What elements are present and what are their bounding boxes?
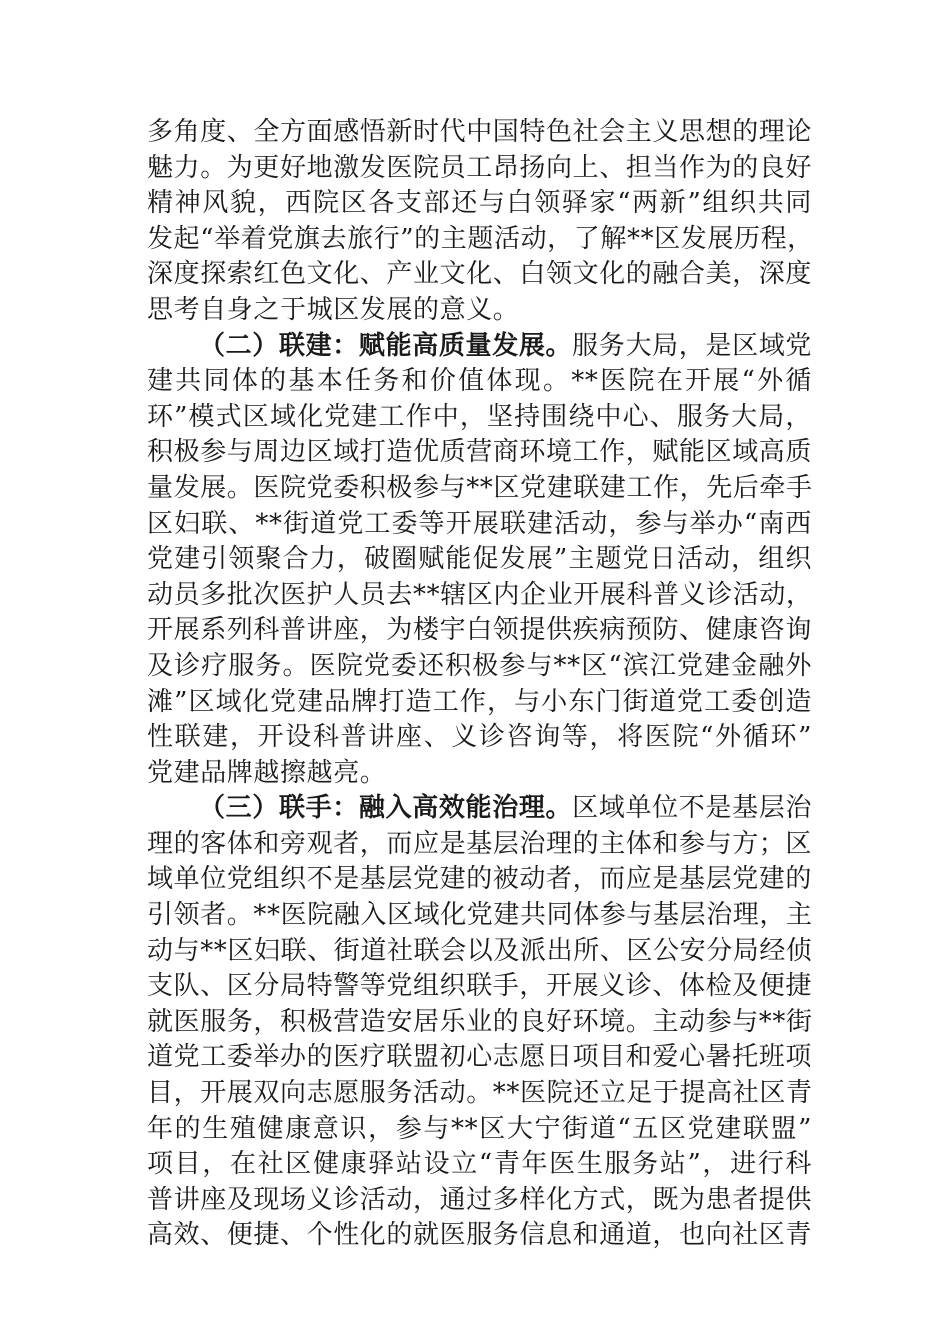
text-line: 理的客体和旁观者，而应是基层治理的主体和参与方；区 — [147, 828, 813, 859]
text-line: 党建品牌越擦越亮。 — [147, 757, 387, 788]
text-line: 道党工委举办的医疗联盟初心志愿日项目和爱心暑托班项 — [147, 1042, 813, 1073]
section-2-heading: （二）联建：赋能高质量发展。 — [199, 330, 573, 361]
section-3-first-line — [147, 791, 812, 827]
text-line: 积极参与周边区域打造优质营商环境工作，赋能区域高质 — [147, 437, 813, 468]
text-line: 目，开展双向志愿服务活动。**医院还立足于提高社区青 — [147, 1078, 813, 1109]
text-line: 引领者。**医院融入区域化党建共同体参与基层治理，主 — [147, 900, 813, 931]
text-line: 普讲座及现场义诊活动，通过多样化方式，既为患者提供 — [147, 1184, 813, 1215]
paragraph-1 — [147, 115, 812, 329]
text-line: 动员多批次医护人员去**辖区内企业开展科普义诊活动， — [147, 579, 813, 610]
text-line: 滩”区域化党建品牌打造工作，与小东门街道党工委创造 — [147, 686, 812, 717]
text-line: 及诊疗服务。医院党委还积极参与**区“滨江党建金融外 — [147, 650, 812, 681]
section-2-first-line — [147, 329, 812, 365]
text-line: 性联建，开设科普讲座、义诊咨询等，将医院“外循环” — [147, 722, 812, 753]
section-3-lead-text: 区域单位不是基层治 — [572, 793, 812, 824]
text-line: 年的生殖健康意识，参与**区大宁街道“五区党建联盟” — [147, 1113, 812, 1144]
text-line: 开展系列科普讲座，为楼宇白领提供疾病预防、健康咨询 — [147, 615, 813, 646]
text-line: 思考自身之于城区发展的意义。 — [147, 294, 520, 325]
text-line: 深度探索红色文化、产业文化、白领文化的融合美，深度 — [147, 259, 813, 290]
text-line: 建共同体的基本任务和价值体现。**医院在开展“外循 — [147, 366, 812, 397]
text-line: 发起“举着党旗去旅行”的主题活动，了解**区发展历程， — [147, 223, 814, 254]
text-line: 魅力。为更好地激发医院员工昂扬向上、担当作为的良好 — [147, 152, 813, 183]
text-line: 高效、便捷、个性化的就医服务信息和通道，也向社区青 — [147, 1220, 813, 1251]
text-line: 支队、区分局特警等党组织联手，开展义诊、体检及便捷 — [147, 971, 813, 1002]
text-line: 环”模式区域化党建工作中，坚持围绕中心、服务大局， — [147, 401, 812, 432]
text-line: 党建引领聚合力，破圈赋能促发展”主题党日活动，组织 — [147, 544, 812, 575]
section-3 — [147, 791, 812, 1254]
text-line: 多角度、全方面感悟新时代中国特色社会主义思想的理论 — [147, 117, 813, 147]
text-line: 域单位党组织不是基层党建的被动者，而应是基层党建的 — [147, 864, 813, 895]
section-3-heading: （三）联手：融入高效能治理。 — [199, 793, 573, 824]
text-line: 动与**区妇联、街道社联会以及派出所、区公安分局经侦 — [147, 935, 813, 966]
section-2 — [147, 329, 812, 792]
document-body — [147, 115, 812, 1254]
section-2-lead-text: 服务大局，是区域党 — [572, 330, 812, 361]
text-line: 区妇联、**街道党工委等开展联建活动，参与举办“南西 — [147, 508, 812, 539]
text-line: 项目，在社区健康驿站设立“青年医生服务站”，进行科 — [147, 1149, 812, 1180]
text-line: 精神风貌，西院区各支部还与白领驿家“两新”组织共同 — [147, 188, 812, 219]
text-line: 就医服务，积极营造安居乐业的良好环境。主动参与**街 — [147, 1006, 813, 1037]
text-line: 量发展。医院党委积极参与**区党建联建工作，先后牵手 — [147, 472, 813, 503]
